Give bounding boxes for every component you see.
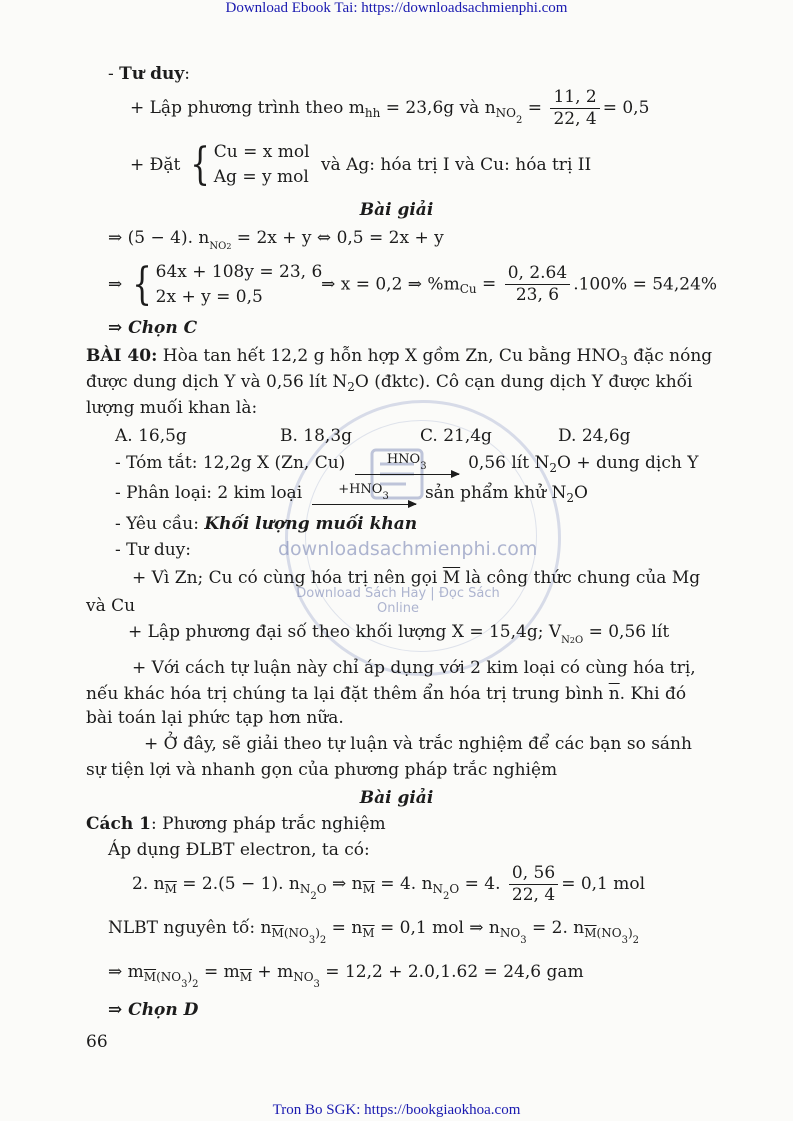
problem-40-line-1: BÀI 40: Hòa tan hết 12,2 g hỗn hợp X gồm Zn, Cu bằng $HNO_3$ đặc nóng (86, 346, 713, 368)
prev-line-2: + Đặt { Cu = x mol Ag = y mol và Ag: hóa trị I và Cu: hóa trị II (130, 139, 592, 190)
solution-eq-1: 2. $n_{\overline{M}} = 2.(5 - 1)$. $n_{N_2O}$ ⇒ $n_{\overline{M}} = 4$. $n_{N_2O} = 4$. $\frac{0, 56}{22, 4}$ = 0,1 mol (132, 863, 646, 905)
think-line: - Tư duy: (115, 540, 192, 560)
solution-eq-3: ⇒ $m_{\overline{M}(NO_3)_2} = m_{\overline{M}} + m_{NO_3} = 12,2 + 2.0,1.62 = 24,6$ gam (108, 962, 584, 990)
option-a: A. 16,5g (115, 426, 187, 446)
fraction-percent-cu: $\frac{0, 2.64}{23, 6}$ (505, 264, 570, 305)
choose-c: ⇒ Chọn C (108, 318, 198, 338)
header-link[interactable]: Download Ebook Tai: https://downloadsachmienphi.com (225, 0, 568, 16)
method-1: Cách 1: Phương pháp trắc nghiệm (86, 814, 386, 834)
option-c: C. 21,4g (420, 426, 492, 446)
fraction-0-56: $\frac{0, 56}{22, 4}$ (509, 864, 558, 905)
watermark-tagline: Download Sách Hay | Đọc Sách Online (296, 586, 500, 616)
think-4: + Ở đây, sẽ giải theo tự luận và trắc nghiệm để các bạn so sánh (144, 734, 692, 754)
arrow-hno3: $HNO_3$ (355, 453, 459, 475)
section-heading-1: Bài giải (359, 200, 434, 220)
problem-40-line-3: lượng muối khan là: (86, 398, 258, 418)
think-1: + Vì Zn; Cu có cùng hóa trị nên gọi $\overline{M}$ là công thức chung của Mg (132, 568, 701, 588)
think-3: + Với cách tự luận này chỉ áp dụng với 2 kim loại có cùng hóa trị, (132, 658, 696, 678)
apply-line: Áp dụng ĐLBT electron, ta có: (108, 840, 370, 860)
watermark-site: downloadsachmienphi.com (278, 538, 538, 560)
prev-line-1: + Lập phương trình theo $m_{hh} = 23,6g$ và $n_{NO_2}$ = $\frac{11, 2}{22, 4}$ = 0,5 (130, 87, 650, 129)
summary-line: - Tóm tắt: 12,2g X (Zn, Cu) $HNO_3$ 0,56 lít $N_2O$ + dung dịch Y (115, 451, 699, 475)
tu-duy-line: - Tư duy: (108, 64, 190, 84)
option-b: B. 18,3g (280, 426, 353, 446)
prev-eq-1: ⇒ (5 − 4). $n_{NO2} = 2x + y$ ⇔ 0,5 = 2x + y (108, 228, 444, 252)
prev-eq-2: ⇒ { 64x + 108y = 23, 6 2x + y = 0,5 ⇒ x = 0,2 ⇒ $\%m_{Cu}$ = $\frac{0, 2.64}{23, 6}$ .100% = 54,24% (108, 258, 718, 310)
classification-line: - Phân loại: 2 kim loại $+HNO_3$ sản phẩm khử $N_2O$ (115, 481, 588, 505)
requirement-line: - Yêu cầu: Khối lượng muối khan (115, 514, 418, 534)
choose-d: ⇒ Chọn D (108, 1000, 199, 1020)
think-1-wrap: và Cu (86, 596, 136, 616)
footer-link[interactable]: Tron Bo SGK: https://bookgiaokhoa.com (272, 1102, 521, 1118)
tu-duy-label: Tư duy (119, 64, 185, 84)
think-4-b: sự tiện lợi và nhanh gọn của phương pháp trắc nghiệm (86, 760, 558, 780)
arrow-plus-hno3: $+HNO_3$ (312, 483, 416, 505)
option-d: D. 24,6g (558, 426, 631, 446)
think-3-b: nếu khác hóa trị chúng ta lại đặt thêm ẩn hóa trị trung bình $\overline{n}$. Khi đó (86, 684, 687, 704)
system-cu-ag: Cu = x mol Ag = y mol (213, 142, 310, 187)
think-2: + Lập phương đại số theo khối lượng X = 15,4g; $V_{N2O} = 0,56$ lít (128, 622, 670, 646)
think-3-c: bài toán lại phức tạp hơn nữa. (86, 708, 344, 728)
solution-eq-2: NLBT nguyên tố: $n_{\overline{M}(NO_3)_2} = n_{\overline{M}} = 0,1$ mol ⇒ $n_{NO_3} = 2$. $n_{\overline{M}(NO_3)_2}$ (108, 918, 639, 946)
problem-40-line-2: được dung dịch Y và 0,56 lít $N_2O$ (đktc). Cô cạn dung dịch Y được khối (86, 372, 693, 394)
page-number: 66 (86, 1032, 108, 1052)
section-heading-2: Bài giải (359, 788, 434, 808)
fraction-11-2: $\frac{11, 2}{22, 4}$ (550, 88, 599, 129)
